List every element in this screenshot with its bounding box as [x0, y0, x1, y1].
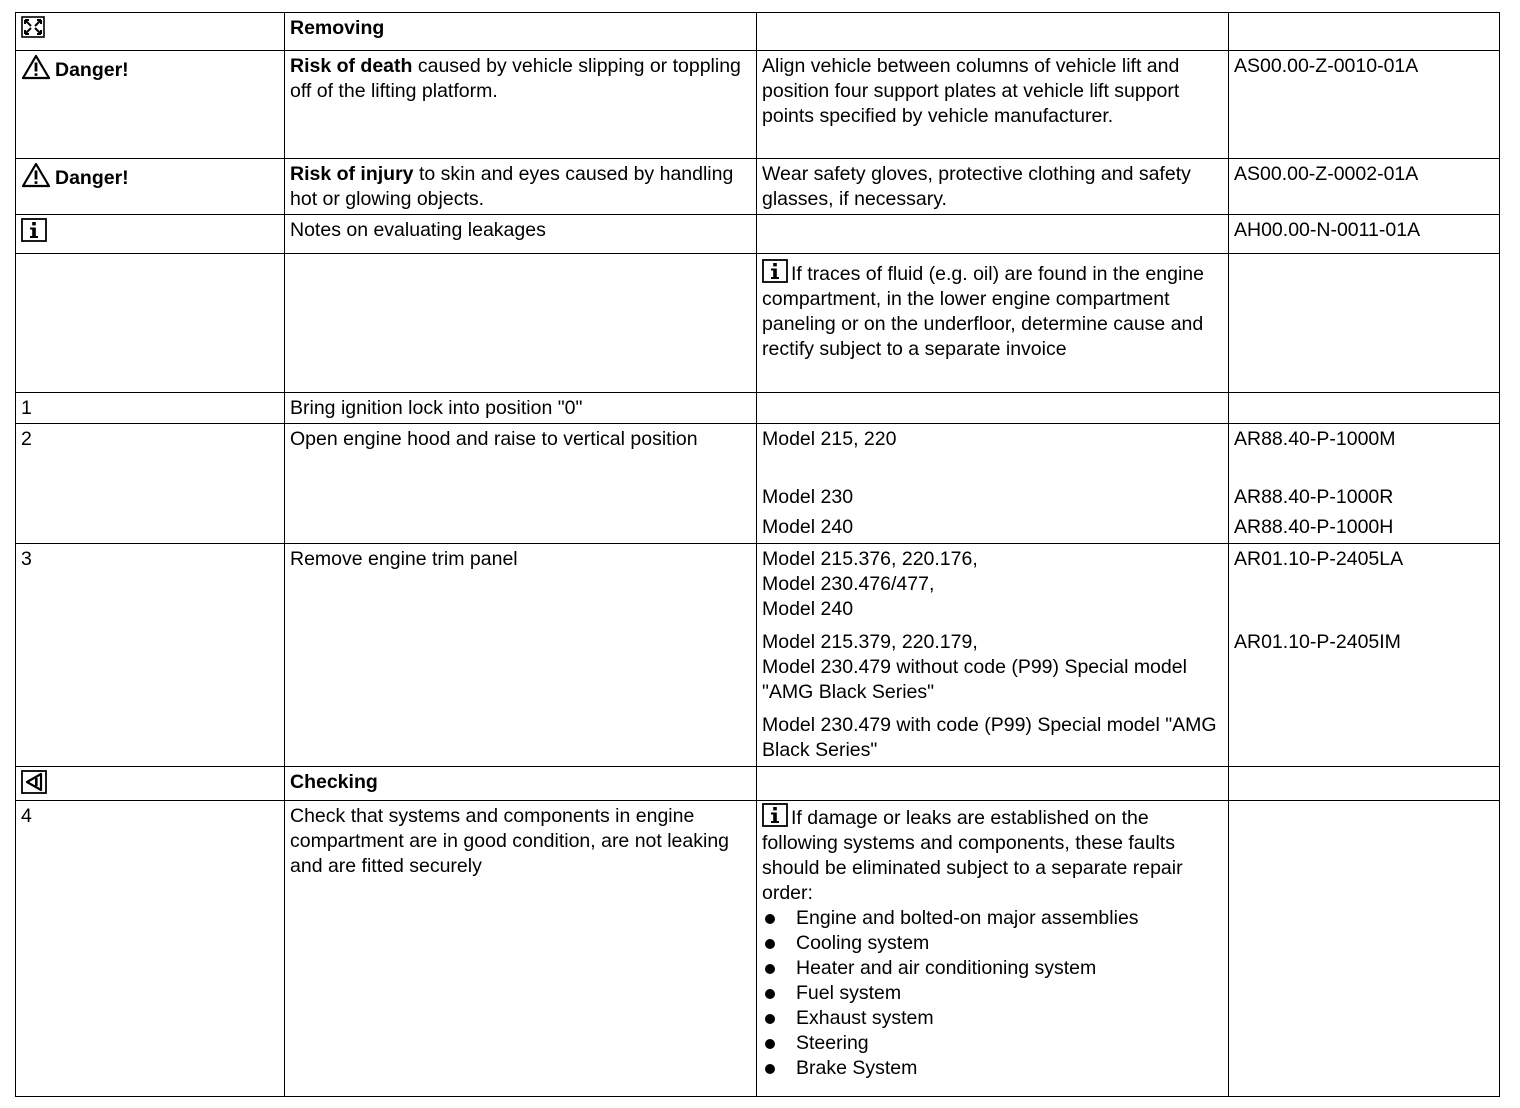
warning-triangle-icon — [21, 54, 51, 80]
model-line: Model 215.376, 220.176, — [762, 548, 978, 570]
model-line: Model 240 — [762, 598, 854, 620]
removing-icon — [21, 16, 45, 38]
cell — [285, 159, 757, 215]
table-row — [16, 254, 1500, 393]
list-item: Heater and air conditioning system — [762, 956, 1223, 981]
cell — [757, 767, 1229, 801]
list-item: Steering — [762, 1031, 1223, 1056]
cell — [16, 51, 285, 159]
step-number: 4 — [16, 801, 285, 1097]
section-title-removing: Removing — [285, 13, 757, 51]
table-row — [16, 393, 1500, 424]
warning-triangle-icon — [21, 162, 51, 188]
reference-code: AH00.00-N-0011-01A — [1229, 215, 1500, 254]
cell — [285, 254, 757, 393]
reference-code: AS00.00-Z-0002-01A — [1229, 159, 1500, 215]
risk-title: Risk of injury — [290, 163, 414, 185]
table-row — [16, 159, 1500, 215]
model-line: Model 240 — [762, 516, 854, 538]
fluid-note-text: If traces of fluid (e.g. oil) are found in the engine compartment, in the lower engine compartment paneling or on the underfloor, determine cause and rectify subject to a separate invoice — [762, 263, 1204, 360]
cell — [1229, 13, 1500, 51]
step-text: Open engine hood and raise to vertical position — [285, 424, 757, 544]
info-icon — [762, 803, 788, 827]
table-row — [16, 51, 1500, 159]
cell — [16, 254, 285, 393]
cell — [16, 159, 285, 215]
notes-text: Notes on evaluating leakages — [285, 215, 757, 254]
model-line: Model 230.479 with code (P99) Special model "AMG Black Series" — [762, 714, 1217, 761]
cell — [16, 13, 285, 51]
cell — [16, 215, 285, 254]
step-text: Bring ignition lock into position "0" — [285, 393, 757, 424]
cell — [285, 51, 757, 159]
cell — [1229, 801, 1500, 1097]
cell — [757, 13, 1229, 51]
model-line: Model 215.379, 220.179, — [762, 631, 978, 653]
cell — [757, 544, 1229, 767]
action-text: Align vehicle between columns of vehicle lift and position four support plates at vehicle lift support points specified by vehicle manufacturer. — [757, 51, 1229, 159]
table-row — [16, 424, 1500, 544]
info-icon — [21, 218, 47, 242]
action-text: Wear safety gloves, protective clothing and safety glasses, if necessary. — [757, 159, 1229, 215]
section-title-checking: Checking — [285, 767, 757, 801]
cell — [1229, 393, 1500, 424]
reference-code: AR88.40-P-1000H — [1234, 516, 1394, 538]
list-item: Engine and bolted-on major assemblies — [762, 906, 1223, 931]
step-number: 1 — [16, 393, 285, 424]
cell — [757, 254, 1229, 393]
reference-code: AR01.10-P-2405LA — [1234, 548, 1404, 570]
cell — [1229, 544, 1500, 767]
work-instructions-table — [15, 12, 1500, 1097]
risk-text: to skin and eyes caused by handling hot or glowing objects. — [290, 163, 734, 210]
table-row — [16, 13, 1500, 51]
danger-label: Danger! — [55, 167, 129, 189]
step-text: Remove engine trim panel — [285, 544, 757, 767]
step-text: Check that systems and components in engine compartment are in good condition, are not leaking and are fitted securely — [285, 801, 757, 1097]
cell — [757, 215, 1229, 254]
cell — [757, 801, 1229, 1097]
risk-text: caused by vehicle slipping or toppling off of the lifting platform. — [290, 55, 741, 102]
reference-code: AS00.00-Z-0010-01A — [1229, 51, 1500, 159]
list-item: Brake System — [762, 1056, 1223, 1081]
info-icon — [762, 259, 788, 283]
table-row — [16, 801, 1500, 1097]
table-row — [16, 544, 1500, 767]
step-number: 2 — [16, 424, 285, 544]
risk-title: Risk of death — [290, 55, 413, 77]
list-item: Exhaust system — [762, 1006, 1223, 1031]
list-item: Cooling system — [762, 931, 1223, 956]
cell — [1229, 767, 1500, 801]
step-number: 3 — [16, 544, 285, 767]
cell — [757, 393, 1229, 424]
model-line: Model 230.479 without code (P99) Special model "AMG Black Series" — [762, 656, 1187, 703]
reference-code: AR01.10-P-2405IM — [1234, 631, 1401, 653]
reference-code: AR88.40-P-1000M — [1234, 428, 1396, 450]
cell — [757, 424, 1229, 544]
table-row — [16, 767, 1500, 801]
list-item: Fuel system — [762, 981, 1223, 1006]
cell — [16, 767, 285, 801]
damage-note-text: If damage or leaks are established on the following systems and components, these faults should be eliminated subject to a separate repair order: — [762, 807, 1183, 904]
cell — [1229, 424, 1500, 544]
table-row — [16, 215, 1500, 254]
model-line: Model 230 — [762, 486, 854, 508]
cell — [1229, 254, 1500, 393]
model-line: Model 215, 220 — [762, 428, 897, 450]
danger-label: Danger! — [55, 59, 129, 81]
reference-code: AR88.40-P-1000R — [1234, 486, 1394, 508]
model-line: Model 230.476/477, — [762, 573, 935, 595]
systems-list — [762, 906, 1223, 1081]
checking-icon — [21, 770, 47, 794]
